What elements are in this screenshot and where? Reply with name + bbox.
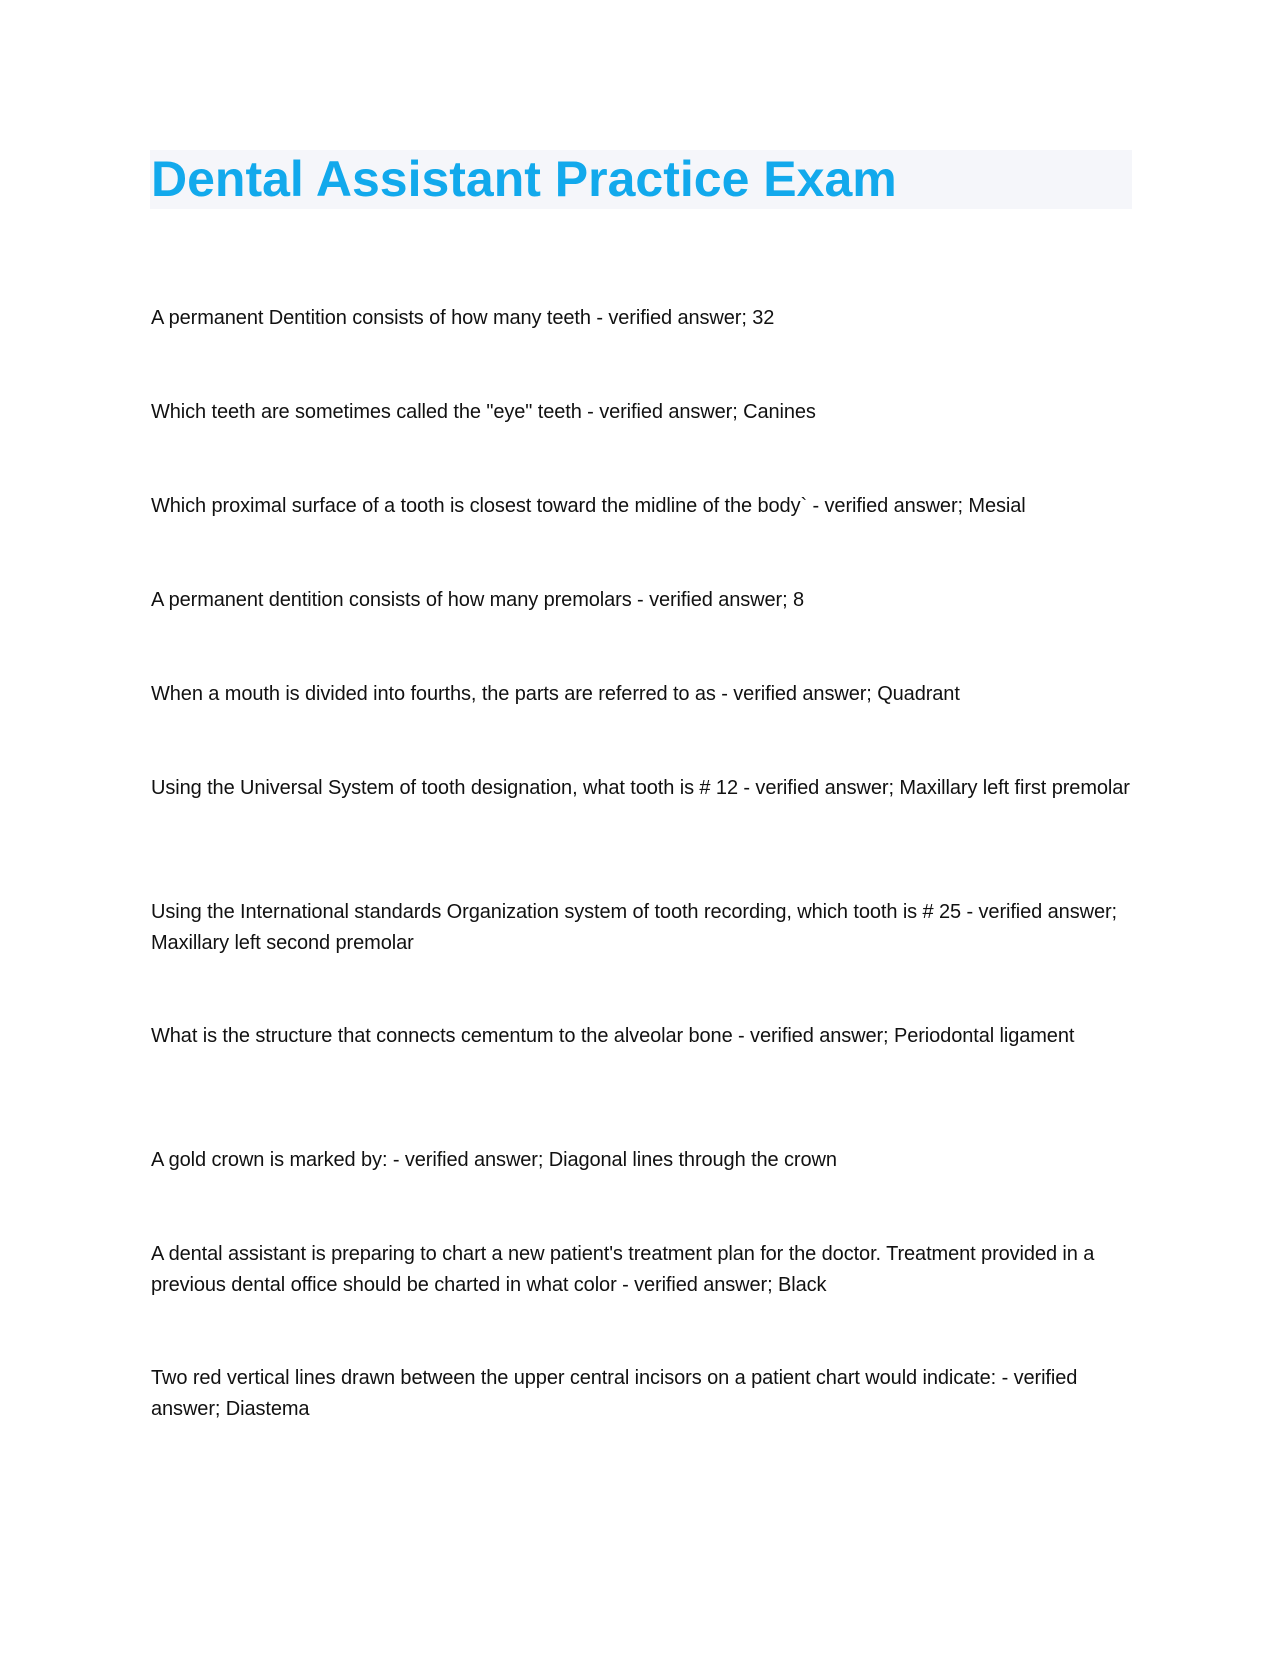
- qa-item: Two red vertical lines drawn between the upper central incisors on a patient chart would indicate: - verified answer; Diastema: [151, 1367, 1078, 1420]
- document-title: Dental Assistant Practice Exam: [151, 151, 897, 207]
- qa-item: Which proximal surface of a tooth is closest toward the midline of the body` - verified answer; Mesial: [151, 495, 1026, 517]
- qa-item: Which teeth are sometimes called the "eye" teeth - verified answer; Canines: [151, 401, 816, 423]
- qa-item: What is the structure that connects cementum to the alveolar bone - verified answer; Periodontal ligament: [151, 1025, 1075, 1047]
- qa-item: A gold crown is marked by: - verified answer; Diagonal lines through the crown: [151, 1149, 837, 1171]
- qa-item: A dental assistant is preparing to chart a new patient's treatment plan for the doctor. Treatment provided in a previous dental office should be charted in what color - verified answer; Black: [151, 1243, 1095, 1296]
- qa-item: Using the Universal System of tooth designation, what tooth is # 12 - verified answer; Maxillary left first premolar: [151, 777, 1130, 799]
- qa-item: When a mouth is divided into fourths, the parts are referred to as - verified answer; Quadrant: [151, 683, 960, 705]
- qa-item: Using the International standards Organization system of tooth recording, which tooth is # 25 - verified answer; Maxillary left second premolar: [151, 901, 1117, 954]
- qa-item: A permanent Dentition consists of how many teeth - verified answer; 32: [151, 307, 775, 329]
- qa-item: A permanent dentition consists of how many premolars - verified answer; 8: [151, 589, 805, 611]
